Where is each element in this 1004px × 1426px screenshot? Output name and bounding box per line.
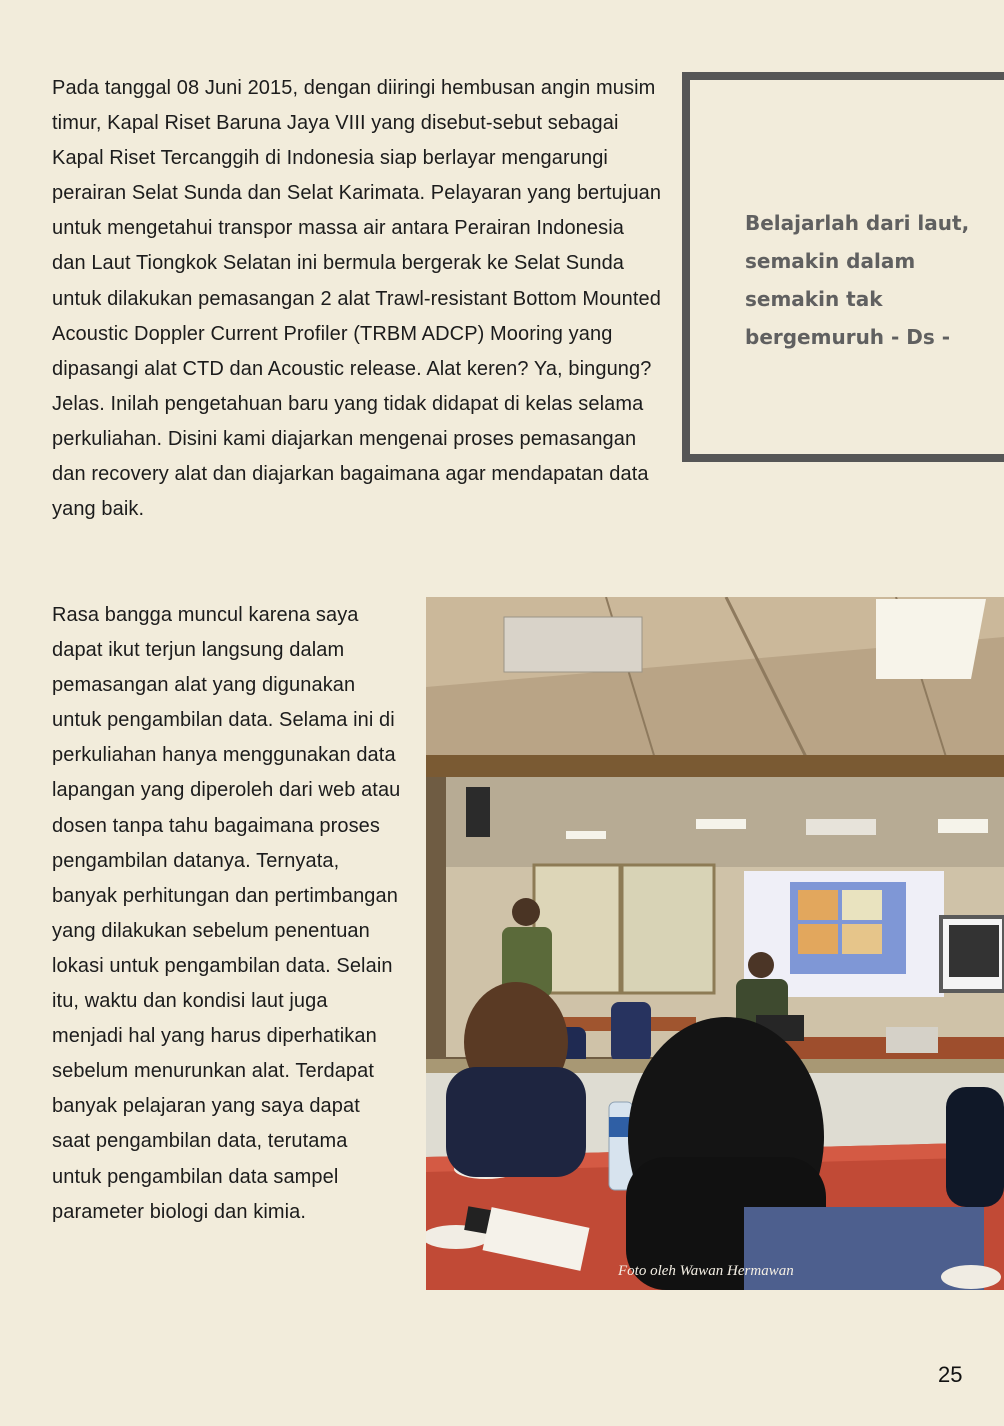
body-paragraph-2: Rasa bangga muncul karena saya dapat ikut terjun langsung dalam pemasangan alat yang digunakan untuk pengambilan data. Selama ini di perkuliahan hanya menggunakan data lapangan yang diperoleh dari web atau dosen tanpa tahu bagaimana proses pengambilan datanya. Ternyata, banyak perhitungan dan pertimbangan yang dilakukan sebelum penentuan lokasi untuk pengambilan data. Selain itu, waktu dan kondisi laut juga menjadi hal yang harus diperhatikan sebelum menurunkan alat. Terdapat banyak pelajaran yang saya dapat saat pengambilan data, terutama untuk pengambilan data sampel parameter biologi dan kimia. bbox=[52, 604, 401, 1223]
classroom-photo bbox=[426, 597, 1004, 1290]
body-paragraph-1: Pada tanggal 08 Juni 2015, dengan diiringi hembusan angin musim timur, Kapal Riset Baruna Jaya VIII yang disebut-sebut sebagai Kapal Riset Tercanggih di Indonesia siap berlayar mengarungi perairan Selat Sunda dan Selat Karimata. Pelayaran yang bertujuan untuk mengetahui transpor massa air antara Perairan Indonesia dan Laut Tiongkok Selatan ini bermula bergerak ke Selat Sunda untuk dilakukan pemasangan 2 alat Trawl-resistant Bottom Mounted Acoustic Doppler Current Profiler (TRBM ADCP) Mooring yang dipasangi alat CTD dan Acoustic release. Alat keren? Ya, bingung? Jelas. Inilah pengetahuan baru yang tidak didapat di kelas selama perkuliahan. Disini kami diajarkan mengenai proses pemasangan dan recovery alat dan diajarkan bagaimana agar mendapatan data yang baik. bbox=[52, 77, 662, 521]
page-number: 25 bbox=[938, 1362, 963, 1387]
pull-quote-box bbox=[682, 72, 1004, 462]
photo-caption: Foto oleh Wawan Hermawan bbox=[618, 1263, 794, 1279]
classroom-photo-illustration bbox=[426, 597, 1004, 1290]
pull-quote-text: Belajarlah dari laut, semakin dalam semakin tak bergemuruh - Ds - bbox=[745, 211, 970, 349]
